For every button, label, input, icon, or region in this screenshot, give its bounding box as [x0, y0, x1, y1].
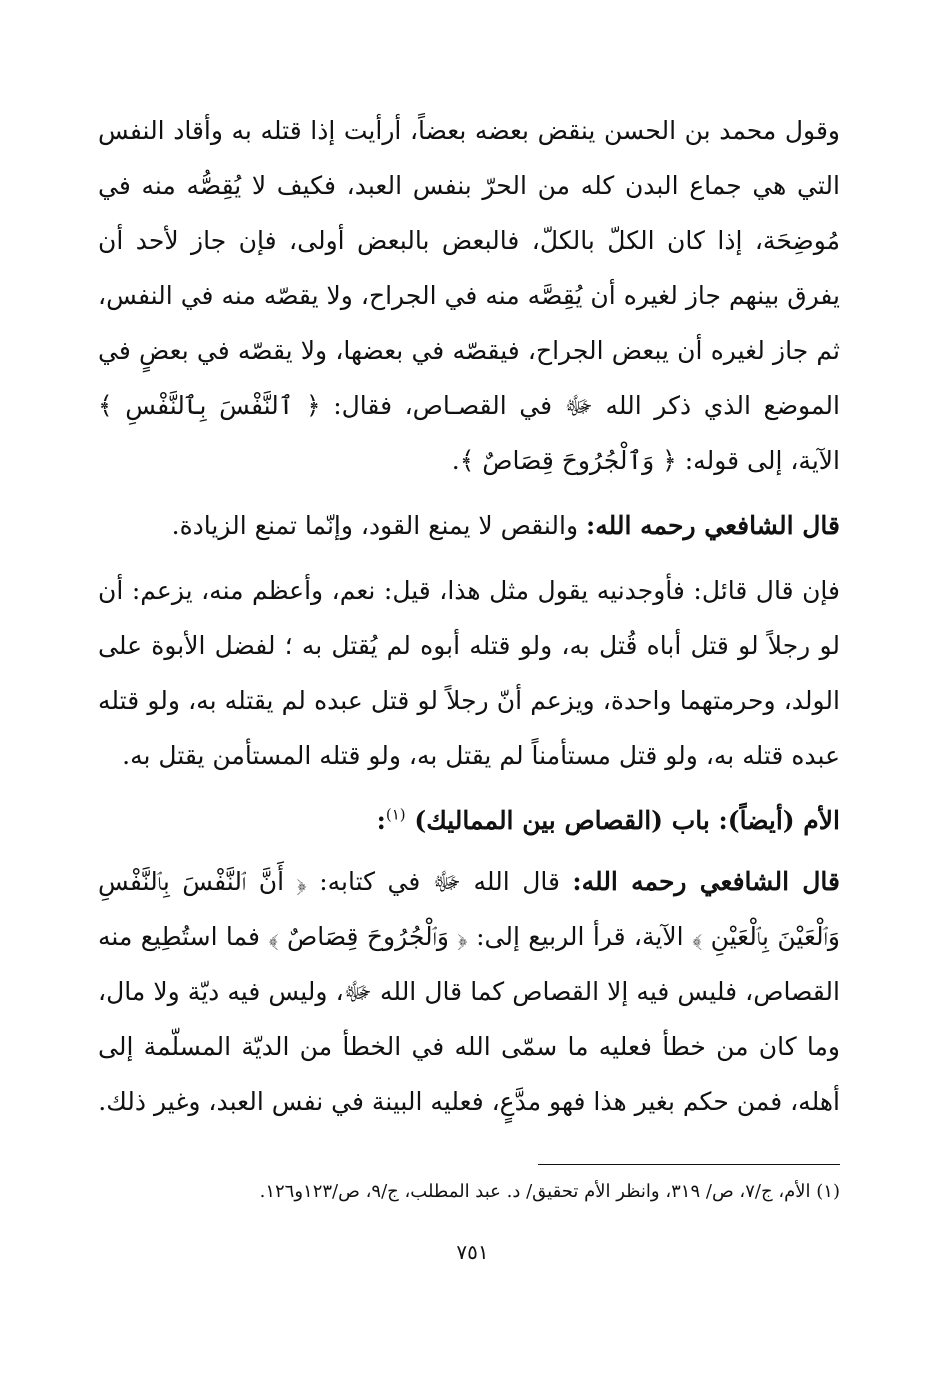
paragraph-1: وقول محمد بن الحسن ينقض بعضه بعضاً، أرأيت إذا قتله به وأقاد النفس التي هي جماع البدن كله من الحرّ بنفس العبد، فكيف لا يُقِصُّه منه في مُوضِحَة، إذا كان الكلّ بالكلّ، فالبعض بالبعض أولى، فإن جاز لأحد أن يفرق بينهم جاز لغيره أن يُقِصَّه منه في الجراح، ولا يقصّه منه في النفس، ثم جاز لغيره أن يبعض الجراح، فيقصّه في بعضها، ولا يقصّه في بعضٍ في الموضع الذي ذكر الله ﷻ في القصـاص، فقال: ﴿ ٱلنَّفْسَ بِٱلنَّفْسِ ﴾ الآية، إلى قوله: ﴿ وَٱلْجُرُوحَ قِصَاصٌ ﴾.: [98, 116, 840, 475]
paragraph-2: [98, 498, 840, 553]
speaker-label: قال الشافعي رحمه الله:: [585, 511, 840, 540]
page-body: [98, 103, 840, 1129]
paragraph-2-text: والنقص لا يمنع القود، وإنّما تمنع الزيادة.: [171, 511, 586, 540]
paragraph-3: فإن قال قائل: فأوجدنيه يقول مثل هذا، قيل: نعم، وأعظم منه، يزعم: أن لو رجلاً لو قتل أباه قُتل به، ولو قتله أبوه لم يُقتل به ؛ لفضل الأبوة على الولد، وحرمتهما واحدة، ويزعم أنّ رجلاً لو قتل عبده لم يقتله به، ولو قتله عبده قتله به، ولو قتل مستأمناً لم يقتل به، ولو قتله المستأمن يقتل به.: [98, 576, 840, 770]
footnote: (١) الأم، ج/٧، ص/ ٣١٩، وانظر الأم تحقيق/ د. عبد المطلب، ج/٩، ص/١٢٣و١٢٦.: [259, 1181, 840, 1202]
section-heading-text: الأم (أيضاً): باب (القصاص بين المماليك): [414, 806, 840, 835]
section-heading: [98, 793, 840, 848]
speaker-label: قال الشافعي رحمه الله:: [572, 867, 840, 896]
page-number: ٧٥١: [456, 1240, 489, 1264]
paragraph-4-text: قال الله ﷻ في كتابه: ﴿ أَنَّ ٱلنَّفْسَ بِٱلنَّفْسِ وَٱلْعَيْنَ بِٱلْعَيْنِ ﴾ الآية، قرأ الربيع إلى: ﴿ وَٱلْجُرُوحَ قِصَاصٌ ﴾ فما استُطِيع منه القصاص، فليس فيه إلا القصاص كما قال الله ﷻ، وليس فيه ديّة ولا مال، وما كان من خطأ فعليه ما سمّى الله في الخطأ من الديّة المسلّمة إلى أهله، فمن حكم بغير هذا فهو مدَّعٍ، فعليه البينة في نفس العبد، وغير ذلك.: [98, 867, 840, 1116]
paragraph-4: [98, 854, 840, 1129]
footnote-reference: (١): [385, 805, 406, 824]
heading-colon: :: [376, 806, 386, 835]
footnote-divider: [538, 1164, 840, 1165]
